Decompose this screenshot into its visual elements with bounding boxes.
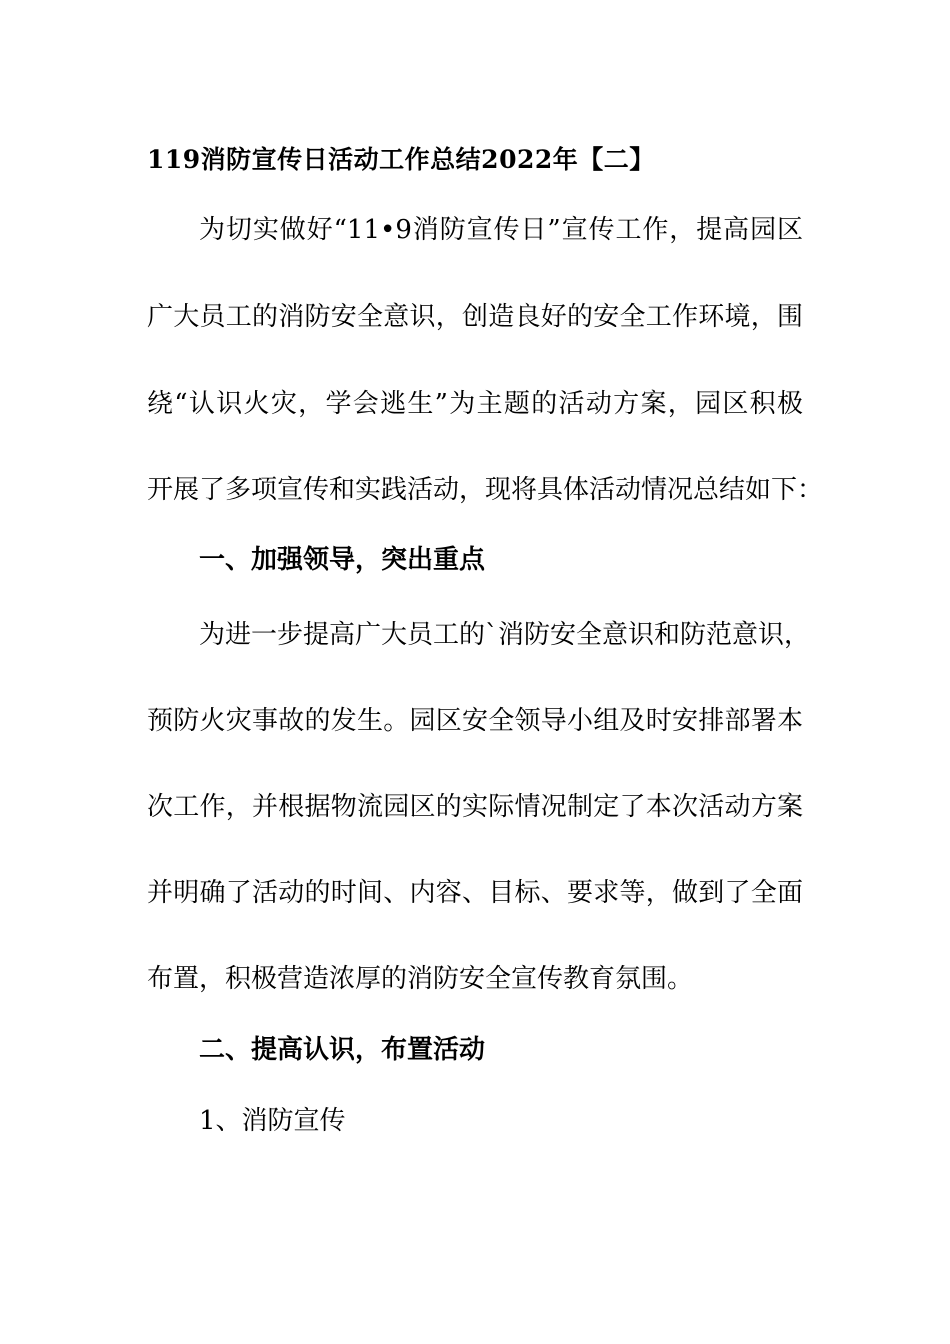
section-2-subheading: 1、消防宣传 [199, 1106, 346, 1136]
section-1-paragraph-line-5: 布置，积极营造浓厚的消防安全宣传教育氛围。 [147, 964, 694, 994]
section-1-paragraph-line-1: 为进一步提高广大员工的`消防安全意识和防范意识， [199, 620, 811, 650]
intro-paragraph-line-4: 开展了多项宣传和实践活动，现将具体活动情况总结如下： [147, 475, 824, 505]
section-1-paragraph-line-4: 并明确了活动的时间、内容、目标、要求等，做到了全面 [147, 878, 803, 908]
section-2-heading: 二、提高认识，布置活动 [199, 1035, 486, 1065]
intro-paragraph-line-1: 为切实做好“11•9消防宣传日”宣传工作，提高园区 [199, 215, 803, 245]
section-1-paragraph-line-3: 次工作，并根据物流园区的实际情况制定了本次活动方案 [147, 792, 803, 822]
document-title: 119消防宣传日活动工作总结2022年【二】 [147, 145, 655, 174]
section-1-paragraph-line-2: 预防火灾事故的发生。园区安全领导小组及时安排部署本 [147, 706, 803, 736]
section-1-heading: 一、加强领导，突出重点 [199, 545, 486, 575]
intro-paragraph-line-2: 广大员工的消防安全意识，创造良好的安全工作环境，围 [147, 302, 803, 332]
intro-paragraph-line-3: 绕“认识火灾，学会逃生”为主题的活动方案，园区积极 [147, 389, 803, 419]
